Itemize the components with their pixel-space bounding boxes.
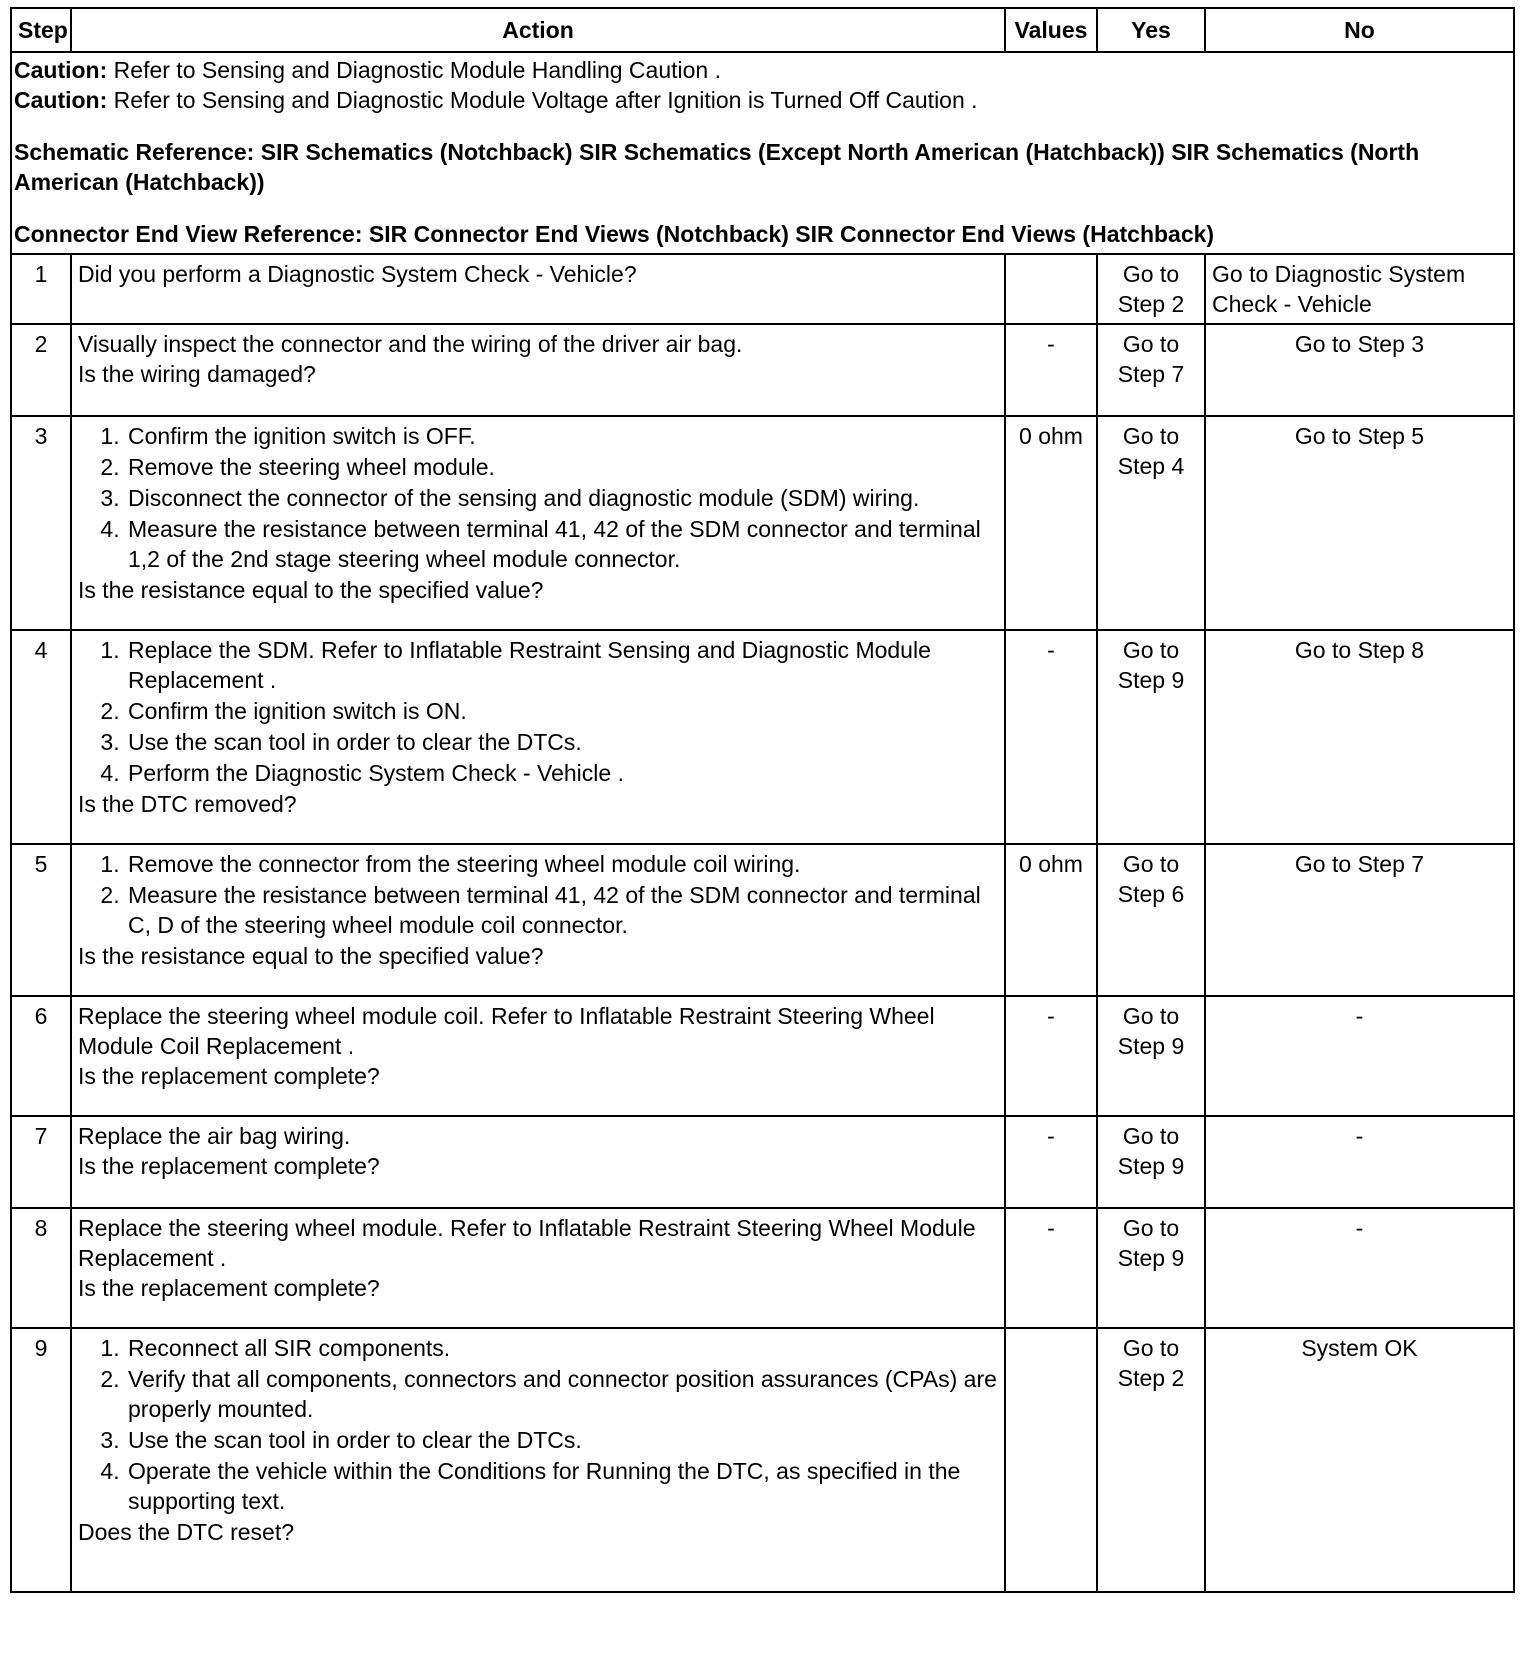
step-value: 0 ohm [1005, 844, 1097, 996]
step-number: 9 [11, 1328, 71, 1592]
yes-result: Go to Step 9 [1097, 1116, 1205, 1208]
action-question: Is the resistance equal to the specified value? [78, 943, 544, 969]
header-no: No [1205, 8, 1514, 52]
caution-2: Caution: Refer to Sensing and Diagnostic Module Voltage after Ignition is Turned Off Caution . [14, 87, 978, 113]
action-question: Is the DTC removed? [78, 791, 297, 817]
action-text: Visually inspect the connector and the wiring of the driver air bag. [78, 331, 743, 357]
yes-result: Go to Step 9 [1097, 630, 1205, 844]
action-question: Is the replacement complete? [78, 1275, 380, 1301]
yes-result: Go to Step 7 [1097, 324, 1205, 416]
yes-result: Go to Step 4 [1097, 416, 1205, 630]
no-result: System OK [1205, 1328, 1514, 1592]
step-value: - [1005, 996, 1097, 1116]
yes-result: Go to Step 9 [1097, 996, 1205, 1116]
list-item: 3. Use the scan tool in order to clear the DTCs. [126, 727, 998, 757]
list-item: 1. Remove the connector from the steering wheel module coil wiring. [126, 849, 998, 879]
step-number: 1 [11, 254, 71, 324]
action-text: Did you perform a Diagnostic System Check - Vehicle? [78, 261, 637, 287]
header-yes: Yes [1097, 8, 1205, 52]
yes-result: Go to Step 6 [1097, 844, 1205, 996]
step-action [71, 630, 1005, 844]
step-number: 7 [11, 1116, 71, 1208]
table-row [11, 324, 1514, 416]
list-item: 1. Replace the SDM. Refer to Inflatable Restraint Sensing and Diagnostic Module Replacement . [126, 635, 998, 695]
step-number: 8 [11, 1208, 71, 1328]
step-value: - [1005, 1208, 1097, 1328]
no-result: Go to Diagnostic System Check - Vehicle [1205, 254, 1514, 324]
step-number: 6 [11, 996, 71, 1116]
table-row [11, 844, 1514, 996]
step-action [71, 324, 1005, 416]
action-list [78, 421, 998, 574]
step-action [71, 1328, 1005, 1592]
table-row [11, 416, 1514, 630]
list-item: 2. Remove the steering wheel module. [126, 452, 998, 482]
list-item: 3. Disconnect the connector of the sensing and diagnostic module (SDM) wiring. [126, 483, 998, 513]
header-step: Step [11, 8, 71, 52]
list-item: 3. Use the scan tool in order to clear the DTCs. [126, 1425, 998, 1455]
action-list [78, 635, 998, 788]
action-list [78, 849, 998, 940]
action-question: Is the resistance equal to the specified value? [78, 577, 544, 603]
table-row [11, 1328, 1514, 1592]
no-result: Go to Step 7 [1205, 844, 1514, 996]
caution-text: Refer to Sensing and Diagnostic Module Voltage after Ignition is Turned Off Caution . [113, 87, 978, 113]
step-action [71, 1208, 1005, 1328]
step-action [71, 996, 1005, 1116]
table-row [11, 1116, 1514, 1208]
step-value [1005, 1328, 1097, 1592]
no-result: - [1205, 1208, 1514, 1328]
schematic-reference: Schematic Reference: SIR Schematics (Notchback) SIR Schematics (Except North American (Hatchback)) SIR Schematics (North American (Hatchback)) [14, 139, 1420, 195]
header-row [11, 8, 1514, 52]
action-question: Is the replacement complete? [78, 1153, 380, 1179]
caution-block [11, 52, 1514, 254]
step-value: 0 ohm [1005, 416, 1097, 630]
step-value: - [1005, 1116, 1097, 1208]
step-action [71, 254, 1005, 324]
action-text: Replace the steering wheel module. Refer to Inflatable Restraint Steering Wheel Module Replacement . [78, 1215, 976, 1271]
step-action [71, 1116, 1005, 1208]
action-question: Does the DTC reset? [78, 1519, 295, 1545]
list-item: 4. Measure the resistance between terminal 41, 42 of the SDM connector and terminal 1,2 of the 2nd stage steering wheel module connector. [126, 514, 998, 574]
no-result: - [1205, 1116, 1514, 1208]
caution-label: Caution [14, 87, 100, 113]
step-action [71, 844, 1005, 996]
no-result: Go to Step 3 [1205, 324, 1514, 416]
caution-row [11, 52, 1514, 254]
step-value: - [1005, 324, 1097, 416]
step-value: - [1005, 630, 1097, 844]
step-number: 2 [11, 324, 71, 416]
action-question: Is the replacement complete? [78, 1063, 380, 1089]
yes-result: Go to Step 9 [1097, 1208, 1205, 1328]
table-row [11, 1208, 1514, 1328]
caution-text: Refer to Sensing and Diagnostic Module Handling Caution . [113, 57, 721, 83]
list-item: 1. Confirm the ignition switch is OFF. [126, 421, 998, 451]
list-item: 2. Confirm the ignition switch is ON. [126, 696, 998, 726]
yes-result: Go to Step 2 [1097, 1328, 1205, 1592]
diagnostic-table [10, 7, 1515, 1593]
table-row [11, 254, 1514, 324]
list-item: 4. Perform the Diagnostic System Check - Vehicle . [126, 758, 998, 788]
step-number: 5 [11, 844, 71, 996]
connector-reference: Connector End View Reference: SIR Connector End Views (Notchback) SIR Connector End Views (Hatchback) [14, 221, 1215, 247]
header-action: Action [71, 8, 1005, 52]
action-text: Replace the steering wheel module coil. Refer to Inflatable Restraint Steering Wheel Module Coil Replacement . [78, 1003, 935, 1059]
action-list [78, 1333, 998, 1516]
list-item: 1. Reconnect all SIR components. [126, 1333, 998, 1363]
no-result: Go to Step 8 [1205, 630, 1514, 844]
caution-1: Caution: Refer to Sensing and Diagnostic Module Handling Caution . [14, 57, 721, 83]
step-number: 3 [11, 416, 71, 630]
action-question: Is the wiring damaged? [78, 361, 316, 387]
step-number: 4 [11, 630, 71, 844]
step-action [71, 416, 1005, 630]
list-item: 2. Verify that all components, connectors and connector position assurances (CPAs) are properly mounted. [126, 1364, 998, 1424]
header-values: Values [1005, 8, 1097, 52]
caution-label: Caution [14, 57, 100, 83]
list-item: 2. Measure the resistance between terminal 41, 42 of the SDM connector and terminal C, D of the steering wheel module coil connector. [126, 880, 998, 940]
list-item: 4. Operate the vehicle within the Conditions for Running the DTC, as specified in the supporting text. [126, 1456, 998, 1516]
yes-result: Go to Step 2 [1097, 254, 1205, 324]
no-result: Go to Step 5 [1205, 416, 1514, 630]
table-row [11, 996, 1514, 1116]
step-value [1005, 254, 1097, 324]
action-text: Replace the air bag wiring. [78, 1123, 351, 1149]
table-row [11, 630, 1514, 844]
no-result: - [1205, 996, 1514, 1116]
